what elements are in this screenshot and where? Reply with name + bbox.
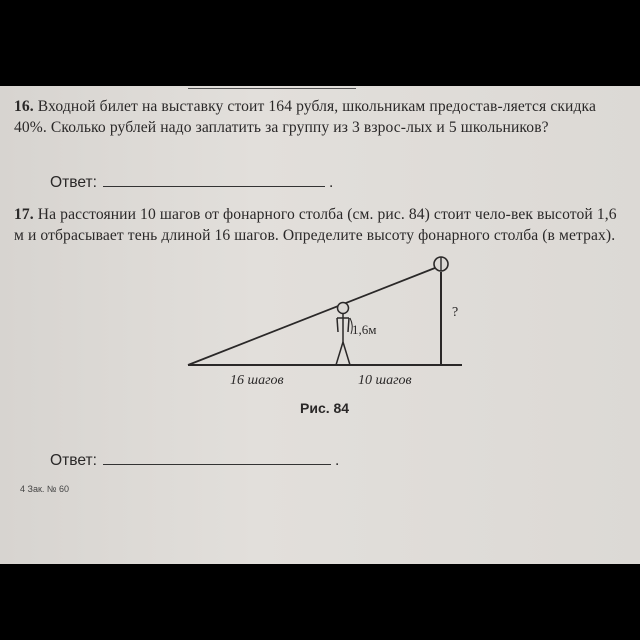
problem-17-text: На расстоянии 10 шагов от фонарного столба (см. рис. 84) стоит чело-век высотой 1,6 м и отбрасывает тень длиной 16 шагов. Определите высоту фонарного столба (в метрах).	[14, 206, 617, 244]
textbook-page	[0, 86, 640, 564]
answer-17-label: Ответ:	[50, 452, 98, 469]
light-ray-line	[188, 266, 440, 365]
shadow-length-label: 16 шагов	[230, 373, 284, 388]
pole-height-label: ?	[452, 305, 459, 320]
problem-16-text: Входной билет на выставку стоит 164 рубля, школьникам предостав-ляется скидка 40%. Сколько рублей надо заплатить за группу из 3 взрос-лых и 5 школьников?	[14, 98, 596, 136]
page-footer: 4 Зак. № 60	[20, 484, 70, 494]
answer-17-row: Ответ: .	[50, 452, 340, 469]
distance-label: 10 шагов	[358, 373, 412, 388]
answer-17-field[interactable]	[103, 450, 331, 465]
person-height-label: 1,6м	[352, 322, 377, 337]
answer-16-label: Ответ:	[50, 174, 98, 191]
figure-84	[0, 86, 640, 564]
lamp-icon	[434, 257, 448, 271]
answer-16-row: Ответ: .	[50, 174, 334, 191]
person-icon	[336, 303, 350, 366]
figure-caption: Рис. 84	[300, 400, 350, 416]
problem-17-number: 17.	[14, 206, 34, 223]
problem-16-number: 16.	[14, 98, 34, 115]
